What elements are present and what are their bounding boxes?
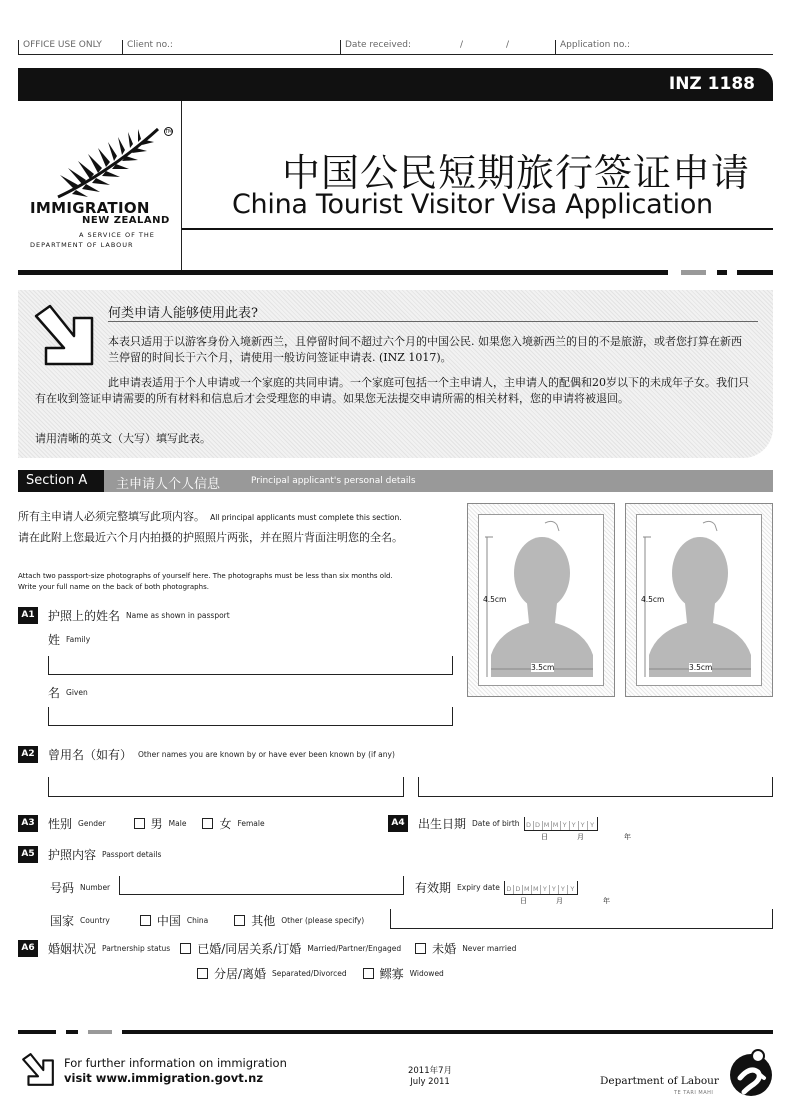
intro-paragraph-2: 此申请表适用于个人申请或一个家庭的共同申请。一个家庭可包括一个主申请人，主申请人的配偶和20岁以下的未成年子女。我们只有在收到签证申请需要的所有材料和信息后才会受理您的申请。如果您无法提交申请所需的相关材料，您的申请将被退回。 [35, 376, 749, 405]
intro-heading: 何类申请人能够使用此表? [108, 306, 258, 321]
footer-rule-segment [66, 1030, 78, 1034]
must-complete-en: All principal applicants must complete this section. [210, 513, 402, 522]
passport-number-input[interactable] [119, 876, 404, 895]
date-m: M [552, 821, 561, 830]
a6-label-cn: 婚姻状况 [48, 942, 97, 956]
a5-label-en: Passport details [102, 850, 162, 859]
logo-line3: A SERVICE OF THE [79, 231, 155, 239]
country-label-cn: 国家 [50, 914, 75, 928]
date-d: D [534, 821, 543, 830]
a2-tag: A2 [18, 746, 38, 763]
widowed-checkbox[interactable] [363, 968, 374, 979]
a6-question [18, 940, 516, 957]
section-bar [18, 470, 773, 492]
family-label-en: Family [66, 635, 91, 644]
other-country-label-en: Other (please specify) [281, 916, 365, 925]
never-married-label-en: Never married [462, 944, 517, 953]
china-checkbox[interactable] [140, 915, 151, 926]
male-checkbox[interactable] [134, 818, 145, 829]
footer-website-link[interactable]: visit www.immigration.govt.nz [64, 1071, 264, 1085]
given-name-input[interactable] [48, 707, 453, 726]
date-y: Y [590, 820, 595, 829]
photo-box-1[interactable] [467, 503, 615, 697]
separated-checkbox[interactable] [197, 968, 208, 979]
female-label-en: Female [237, 819, 265, 828]
a1-tag: A1 [18, 607, 38, 624]
expiry-label [415, 879, 578, 896]
a1-label-cn: 护照上的姓名 [48, 609, 121, 623]
expiry-year-label: 年 [603, 897, 610, 905]
rule-segment [681, 270, 706, 275]
logo-line1: IMMIGRATION [30, 199, 150, 217]
date-slash: / [506, 40, 510, 50]
a3-label-en: Gender [78, 819, 106, 828]
passport-number-cn: 号码 [50, 881, 75, 895]
date-d: D [525, 821, 534, 830]
a5-question [18, 846, 161, 863]
arrow-icon [20, 1052, 56, 1088]
title-cn: 中国公民短期旅行签证申请 [282, 151, 751, 195]
photo-height-label: 4.5cm [641, 595, 665, 604]
family-label-cn: 姓 [48, 633, 61, 647]
rule-segment [717, 270, 727, 275]
date-y: Y [550, 885, 559, 894]
intro-box [18, 290, 773, 458]
footer-date-cn: 2011年7月 [407, 1066, 453, 1076]
china-label-en: China [186, 916, 209, 925]
female-label-cn: 女 [219, 817, 232, 831]
intro-heading-rule [108, 321, 758, 322]
title-en: China Tourist Visitor Visa Application [232, 189, 713, 220]
a4-question [388, 815, 598, 832]
married-label-cn: 已婚/同居关系/订婚 [197, 942, 302, 956]
dob-day-label: 日 [541, 833, 548, 841]
intro-paragraph-3: 请用清晰的英文（大写）填写此表。 [35, 432, 211, 445]
expiry-label-cn: 有效期 [415, 881, 452, 895]
date-d: D [505, 885, 514, 894]
china-label-cn: 中国 [156, 914, 181, 928]
footer-date-en: July 2011 [410, 1077, 450, 1087]
date-y: Y [579, 821, 588, 830]
female-checkbox[interactable] [202, 818, 213, 829]
header-divider [181, 101, 182, 271]
other-country-label-cn: 其他 [251, 914, 276, 928]
intro-paragraph-1: 本表只适用于以游客身份入境新西兰，且停留时间不超过六个月的中国公民. 如果您入境新西兰的目的不是旅游，或者您打算在新西兰停留的时间长于六个月，请使用一般访问签证申请表. (INZ 1017)。 [108, 335, 742, 364]
given-label-cn: 名 [48, 686, 61, 700]
a3-tag: A3 [18, 815, 38, 832]
dob-month-label: 月 [577, 833, 584, 841]
application-no-label: Application no.: [555, 40, 630, 54]
client-no-label: Client no.: [122, 40, 173, 54]
rule-segment [737, 270, 773, 275]
department-logo-icon [728, 1048, 774, 1098]
photo-height-label: 4.5cm [483, 595, 507, 604]
expiry-day-label: 日 [520, 897, 527, 905]
date-y: Y [561, 821, 570, 830]
a6-tag: A6 [18, 940, 38, 957]
a2-label-en: Other names you are known by or have ever been known by (if any) [138, 750, 395, 759]
logo [24, 125, 174, 255]
a4-label-cn: 出生日期 [418, 817, 467, 831]
a3-question [18, 815, 265, 832]
a1-label-en: Name as shown in passport [126, 611, 230, 620]
section-title-cn: 主申请人个人信息 [116, 477, 221, 492]
passport-number-label [50, 879, 110, 896]
a1-question [18, 607, 230, 624]
dob-year-label: 年 [624, 833, 631, 841]
other-names-input-2[interactable] [418, 777, 773, 797]
a2-label-cn: 曾用名（如有） [48, 748, 133, 762]
office-use-label: OFFICE USE ONLY [18, 40, 102, 54]
photo-width-label: 3.5cm [689, 663, 713, 672]
silver-fern-icon [54, 125, 164, 200]
never-married-checkbox[interactable] [415, 943, 426, 954]
footer-info-line1: For further information on immigration [64, 1056, 287, 1070]
footer-info [64, 1056, 287, 1086]
married-label-en: Married/Partner/Engaged [307, 944, 402, 953]
date-received-label: Date received: [340, 40, 411, 54]
photo-box-2[interactable] [625, 503, 773, 697]
form-code: INZ 1188 [668, 74, 755, 94]
country-row [50, 912, 364, 929]
expiry-month-label: 月 [556, 897, 563, 905]
a6-row2 [197, 965, 444, 982]
date-y: Y [570, 821, 579, 830]
date-d: D [514, 885, 523, 894]
a5-label-cn: 护照内容 [48, 848, 97, 862]
logo-line4: DEPARTMENT OF LABOUR [30, 241, 134, 249]
must-complete-cn: 所有主申请人必须完整填写此项内容。 [18, 510, 205, 523]
title-rule [182, 228, 773, 230]
office-use-bar [18, 40, 773, 55]
trademark: TM [165, 129, 173, 135]
footer-rule-segment [88, 1030, 112, 1034]
date-y: Y [541, 885, 550, 894]
date-m: M [543, 821, 552, 830]
country-label-en: Country [80, 916, 110, 925]
department-maori: TE TARI MAHI [674, 1090, 714, 1096]
other-country-input[interactable] [390, 909, 773, 929]
arrow-icon [30, 302, 98, 370]
separated-label-cn: 分居/离婚 [214, 967, 267, 981]
must-complete [18, 505, 402, 524]
given-label [48, 684, 88, 701]
widowed-label-en: Widowed [409, 969, 444, 978]
a2-question [18, 746, 395, 763]
header-thick-rule [18, 270, 668, 275]
section-label: Section A [18, 470, 104, 492]
family-label [48, 631, 90, 648]
dob-input[interactable] [524, 817, 598, 831]
date-y: Y [559, 885, 568, 894]
a4-label-en: Date of birth [472, 819, 520, 828]
a4-tag: A4 [388, 815, 408, 832]
other-country-checkbox[interactable] [234, 915, 245, 926]
photo-instruction-en-2: Write your full name on the back of both photographs. [18, 583, 209, 591]
expiry-label-en: Expiry date [457, 883, 500, 892]
department-name: Department of Labour [600, 1075, 719, 1087]
photo-width-label: 3.5cm [531, 663, 555, 672]
form-code-banner [18, 68, 773, 101]
separated-label-en: Separated/Divorced [272, 969, 347, 978]
male-label-cn: 男 [150, 817, 163, 831]
married-checkbox[interactable] [180, 943, 191, 954]
other-names-input-1[interactable] [48, 777, 404, 797]
date-slash: / [460, 40, 464, 50]
section-title-en: Principal applicant's personal details [251, 476, 416, 486]
photo-instruction-cn: 请在此附上您最近六个月内拍摄的护照照片两张，并在照片背面注明您的全名。 [18, 531, 403, 544]
never-married-label-cn: 未婚 [432, 942, 457, 956]
date-m: M [532, 885, 541, 894]
passport-number-en: Number [80, 883, 111, 892]
male-label-en: Male [168, 819, 187, 828]
photo-instruction-en [18, 571, 393, 593]
date-y: Y [570, 884, 575, 893]
family-name-input[interactable] [48, 656, 453, 675]
footer-date [400, 1066, 460, 1088]
footer-rule-segment [18, 1030, 56, 1034]
photo-instruction-en-1: Attach two passport-size photographs of yourself here. The photographs must be less than six months old. [18, 572, 393, 580]
widowed-label-cn: 鳏寡 [379, 967, 404, 981]
a3-label-cn: 性别 [48, 817, 73, 831]
logo-line2: NEW ZEALAND [82, 215, 170, 226]
given-label-en: Given [66, 688, 88, 697]
date-m: M [523, 885, 532, 894]
footer-rule [122, 1030, 773, 1034]
expiry-date-input[interactable] [504, 881, 578, 895]
a6-label-en: Partnership status [102, 944, 171, 953]
a5-tag: A5 [18, 846, 38, 863]
